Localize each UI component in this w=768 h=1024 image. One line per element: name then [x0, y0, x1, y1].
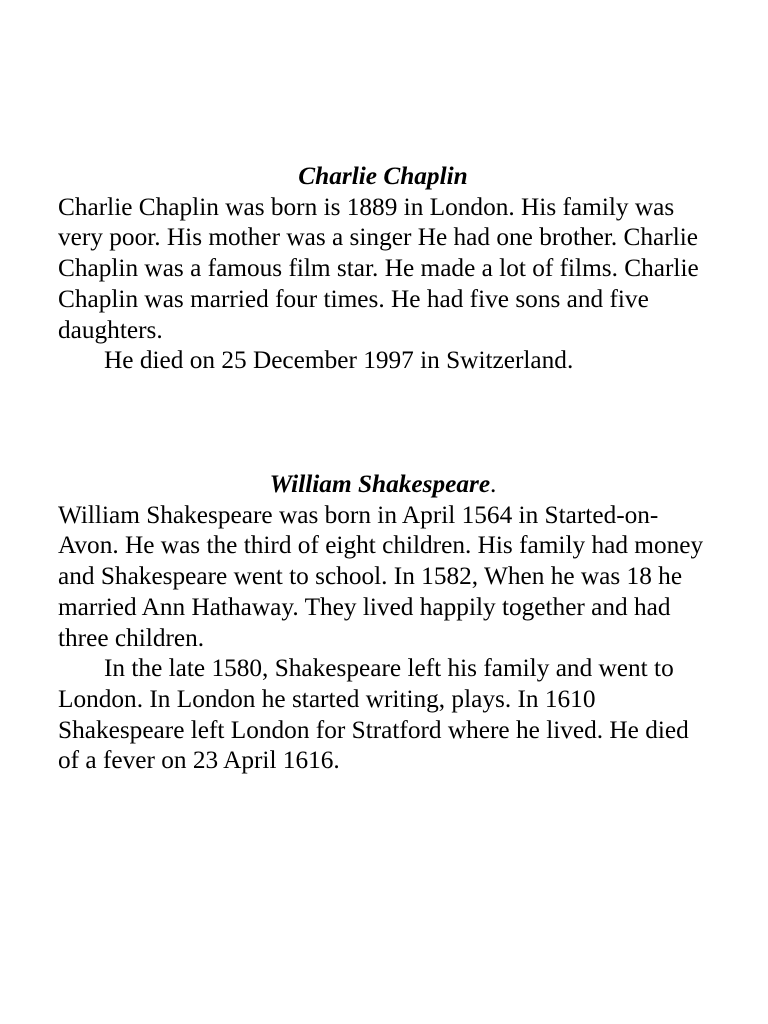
section-title-punct: . — [490, 470, 497, 498]
paragraph-indented: In the late 1580, Shakespeare left his family and went to London. In London he started writing, plays. In 1610 Shakespeare left London for Stratford where he lived. He died of a fever on 23 April 1616. — [58, 654, 689, 775]
paragraph: Charlie Chaplin was born is 1889 in London. His family was very poor. His mother was a singer He had one brother. Charlie Chaplin was a famous film star. He made a lot of films. Charlie Chaplin was married four times. He had five sons and five daughters. — [58, 192, 699, 344]
section-title — [58, 469, 708, 500]
section-title-text: William Shakespeare — [269, 470, 491, 498]
paragraph: William Shakespeare was born in April 1564 in Started-on-Avon. He was the third of eight children. His family had money and Shakespeare went to school. In 1582, When he was 18 he married Ann Hathaway. They lived happily together and had three children. — [58, 500, 704, 652]
section-title — [58, 161, 708, 192]
section-charlie-chaplin — [58, 161, 708, 376]
section-william-shakespeare — [58, 469, 708, 776]
section-title-text: Charlie Chaplin — [298, 162, 468, 190]
paragraph-indented: He died on 25 December 1997 in Switzerland. — [104, 346, 574, 375]
